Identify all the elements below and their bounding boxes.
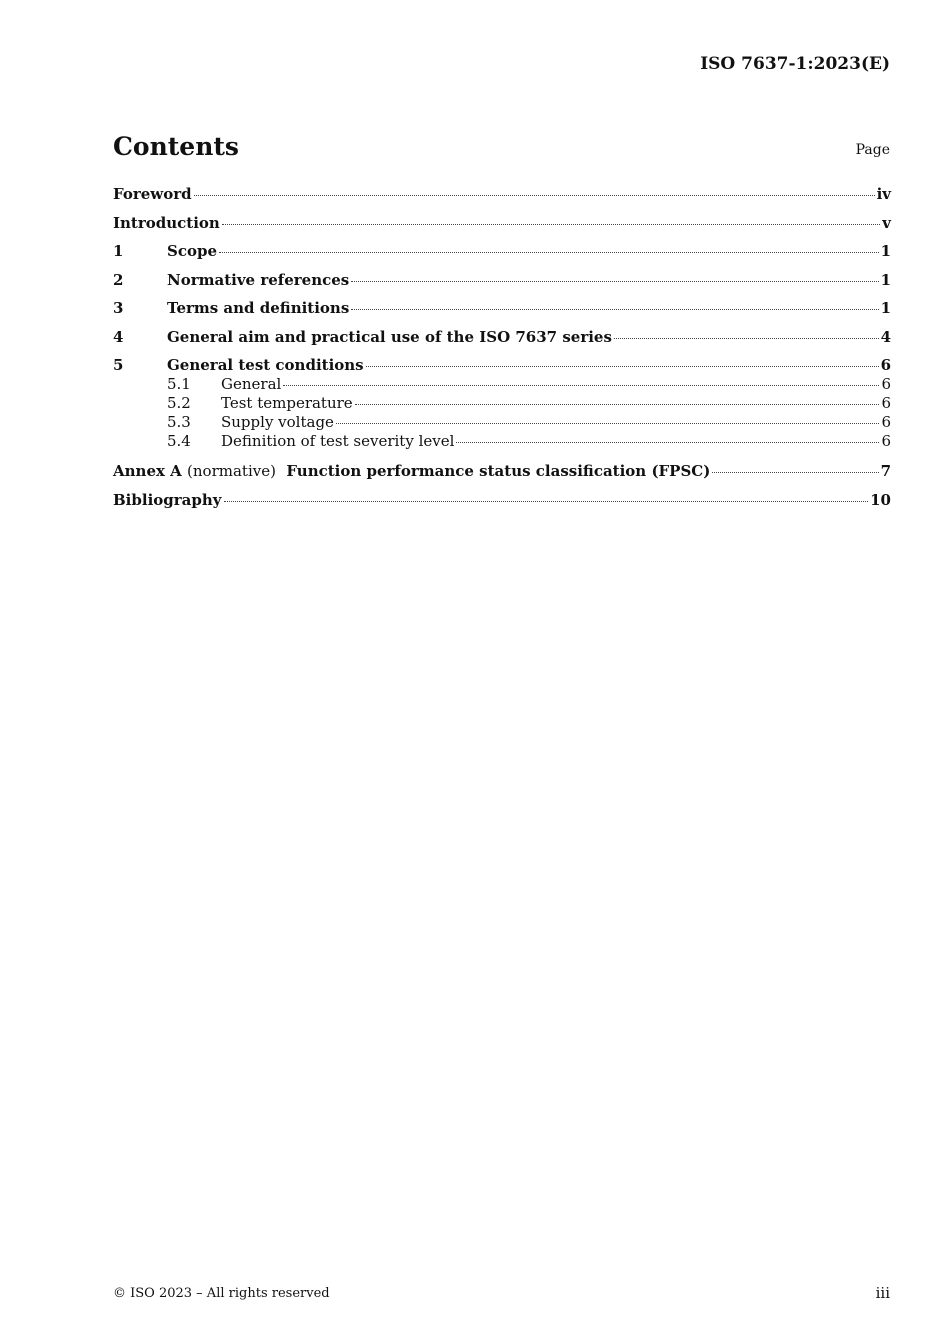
toc-entry-title: Scope — [167, 242, 218, 260]
table-of-contents — [113, 184, 891, 518]
dot-leader — [456, 442, 879, 443]
toc-entry-foreword[interactable] — [113, 184, 891, 213]
toc-entry-bibliography[interactable] — [113, 490, 891, 519]
toc-subentry-supply-voltage[interactable] — [113, 413, 891, 432]
toc-entry-title: Normative references — [167, 270, 350, 289]
toc-entry-title — [113, 461, 710, 481]
toc-entry-number: 5.3 — [167, 413, 191, 431]
toc-entry-number: 1 — [113, 242, 124, 260]
dot-leader — [712, 472, 878, 473]
toc-entry-page: 6 — [881, 432, 891, 450]
dot-leader — [366, 366, 879, 367]
toc-subentry-general[interactable] — [113, 375, 891, 394]
toc-entry-number: 5.4 — [167, 432, 191, 450]
toc-entry-title: General — [221, 375, 282, 393]
toc-entry-title: Test temperature — [221, 394, 353, 412]
page-column-label: Page — [855, 142, 890, 158]
dot-leader — [351, 309, 878, 310]
dot-leader — [224, 501, 869, 502]
toc-entry-page: 6 — [881, 375, 891, 393]
document-id: ISO 7637-1:2023(E) — [700, 54, 890, 74]
toc-entry-number: 3 — [113, 299, 124, 317]
annex-prefix: Annex A — [113, 462, 182, 480]
toc-entry-page: 10 — [870, 490, 891, 509]
copyright-notice: © ISO 2023 – All rights reserved — [113, 1286, 330, 1301]
toc-entry-page: 7 — [880, 462, 891, 480]
annex-note: (normative) — [187, 462, 276, 480]
toc-entry-number: 2 — [113, 270, 124, 289]
toc-entry-title: Definition of test severity level — [221, 432, 455, 450]
contents-heading: Contents — [113, 132, 240, 161]
toc-subentry-severity-level[interactable] — [113, 432, 891, 461]
toc-subentry-test-temperature[interactable] — [113, 394, 891, 413]
dot-leader — [355, 404, 880, 405]
dot-leader — [336, 423, 880, 424]
dot-leader — [283, 385, 879, 386]
dot-leader — [194, 195, 875, 196]
toc-entry-normative-references[interactable] — [113, 270, 891, 299]
toc-entry-title: Foreword — [113, 185, 192, 203]
toc-entry-title: Supply voltage — [221, 413, 334, 431]
toc-entry-page: v — [882, 213, 891, 232]
toc-entry-title: Bibliography — [113, 490, 222, 509]
toc-entry-page: iv — [876, 185, 891, 203]
toc-entry-page: 1 — [880, 270, 891, 289]
toc-entry-number: 5.1 — [167, 375, 191, 393]
toc-entry-title: Introduction — [113, 213, 220, 232]
toc-entry-general-aim[interactable] — [113, 327, 891, 356]
annex-title: Function performance status classification (FPSC) — [286, 462, 711, 480]
toc-entry-annex-a[interactable] — [113, 461, 891, 490]
page-number: iii — [875, 1284, 890, 1302]
toc-entry-test-conditions[interactable] — [113, 355, 891, 375]
dot-leader — [351, 281, 878, 282]
dot-leader — [219, 252, 879, 253]
toc-entry-page: 1 — [880, 299, 891, 317]
toc-entry-title: General aim and practical use of the ISO 7637 series — [167, 327, 612, 346]
toc-entry-page: 6 — [881, 394, 891, 412]
toc-entry-terms-definitions[interactable] — [113, 298, 891, 327]
toc-entry-title: Terms and definitions — [167, 299, 350, 317]
toc-entry-page: 6 — [881, 413, 891, 431]
dot-leader — [222, 224, 880, 225]
toc-entry-page: 4 — [880, 327, 891, 346]
toc-entry-number: 5 — [113, 356, 124, 374]
toc-entry-number: 5.2 — [167, 394, 191, 412]
toc-entry-title: General test conditions — [167, 356, 364, 374]
toc-entry-introduction[interactable] — [113, 213, 891, 242]
toc-entry-scope[interactable] — [113, 241, 891, 270]
toc-entry-number: 4 — [113, 327, 124, 346]
dot-leader — [614, 338, 879, 339]
toc-entry-page: 1 — [880, 242, 891, 260]
toc-entry-page: 6 — [880, 356, 891, 374]
